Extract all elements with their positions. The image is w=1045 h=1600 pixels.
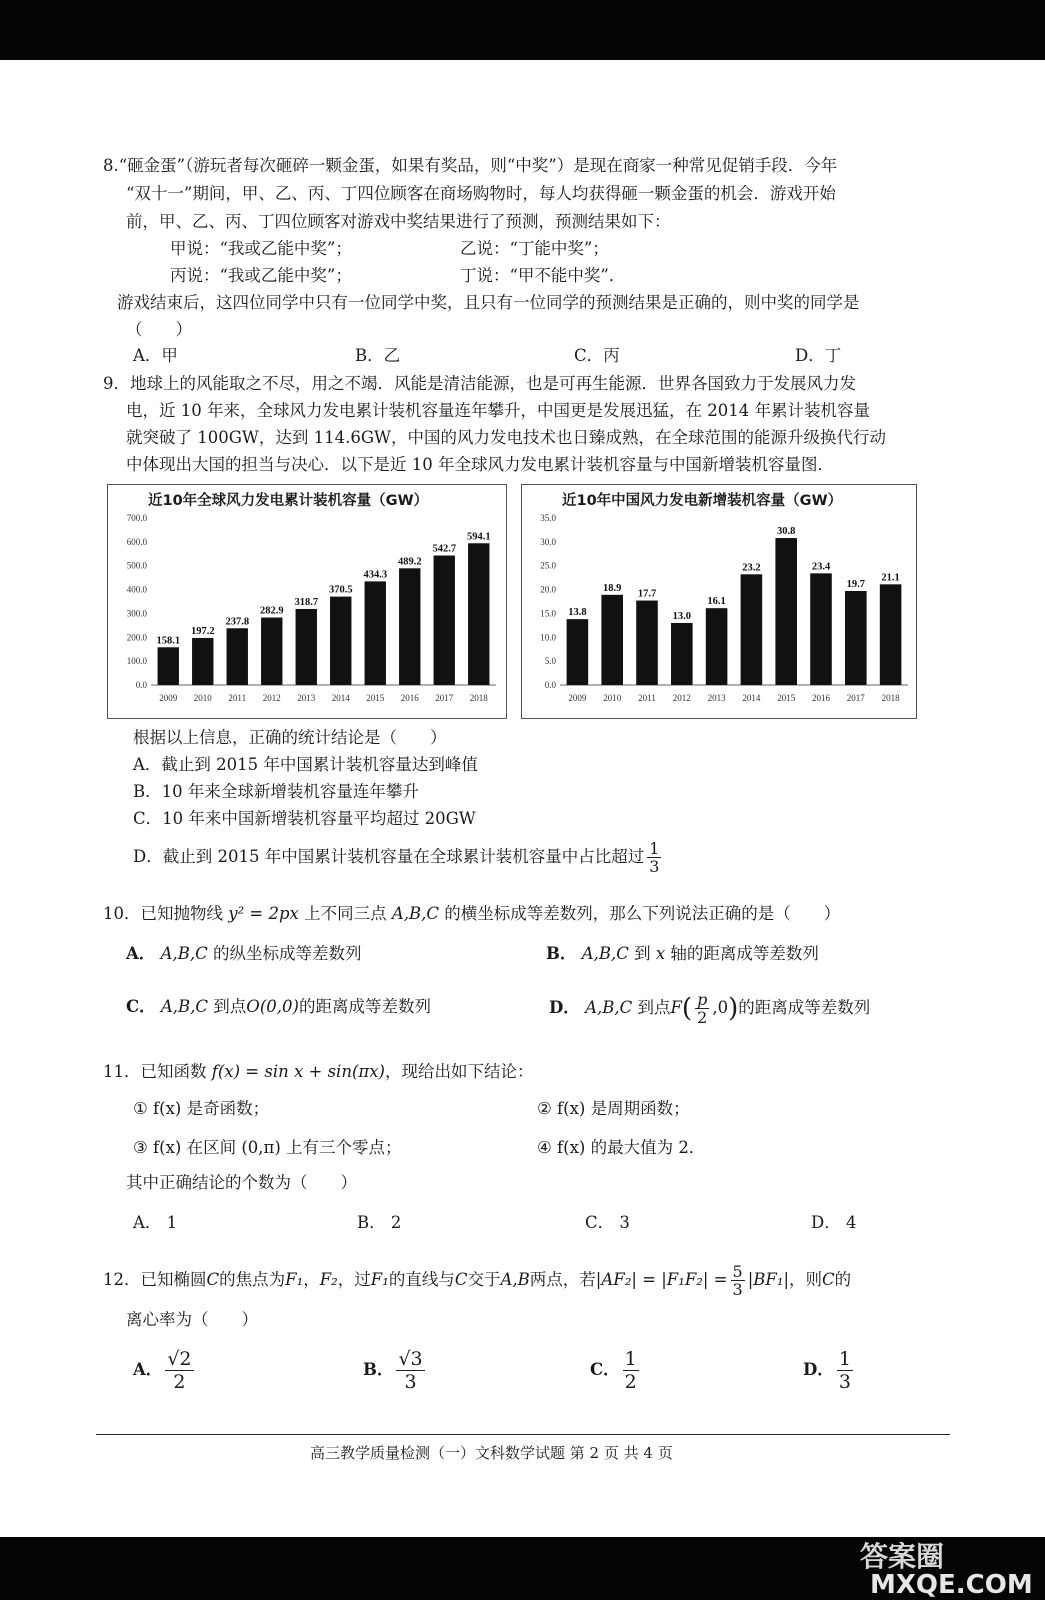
q10-b-points: A,B,C — [581, 944, 629, 963]
q12-AB: A,B — [500, 1270, 530, 1289]
q12-stem — [103, 1258, 851, 1302]
q10-d-tail: ,0 — [712, 998, 729, 1017]
data-label: 158.1 — [156, 635, 181, 647]
q10-c-text: 到点 — [213, 997, 247, 1016]
data-label: 18.9 — [603, 582, 622, 594]
q9-line1: 9．地球上的风能取之不尽，用之不竭．风能是清洁能源，也是可再生能源．世界各国致力于发展风力发 — [103, 374, 856, 393]
bar — [192, 638, 213, 685]
y-tick-label: 20.0 — [540, 584, 556, 595]
fraction-numerator: 1 — [838, 1348, 851, 1370]
q8-line6: 游戏结束后，这四位同学中只有一位同学中奖，且只有一位同学的预测结果是正确的，则中奖的同学是 — [117, 293, 860, 312]
fraction-numerator: √2 — [167, 1348, 192, 1370]
q10-stem-a: 10．已知抛物线 — [103, 904, 223, 923]
q11-question: 其中正确结论的个数为（ ） — [126, 1173, 357, 1192]
bar — [880, 584, 902, 685]
q11-option-b: B． 2 — [357, 1213, 402, 1232]
x-tick-label: 2014 — [331, 693, 350, 703]
fraction-denominator: 2 — [624, 1371, 637, 1393]
q10-option-b — [546, 943, 819, 965]
data-label: 21.1 — [881, 572, 900, 584]
data-label: 17.7 — [637, 588, 657, 600]
bar — [636, 601, 658, 685]
page-footer: 高三教学质量检测（一）文科数学试题 第 2 页 共 4 页 — [310, 1444, 673, 1462]
q8-option-a: A．甲 — [133, 346, 178, 365]
bar — [261, 618, 282, 685]
q11-conclusion-3: ③ f(x) 在区间 (0,π) 上有三个零点； — [133, 1138, 402, 1157]
bar — [845, 591, 867, 685]
q9-line4: 中体现出大国的担当与决心．以下是近 10 年全球风力发电累计装机容量与中国新增装机容量图． — [126, 455, 834, 474]
bar — [741, 574, 763, 685]
data-label: 542.7 — [432, 543, 457, 555]
q11-conclusion-2: ② f(x) 是周期函数； — [537, 1099, 690, 1118]
fraction-numerator: √3 — [398, 1348, 423, 1370]
y-tick-label: 35.0 — [540, 513, 556, 523]
x-tick-label: 2016 — [400, 693, 419, 703]
data-label: 16.1 — [707, 596, 726, 608]
footer-divider — [96, 1434, 950, 1435]
q10-d-F: F — [670, 998, 682, 1017]
global-capacity-chart — [107, 484, 507, 719]
q10-c-text2: 的距离成等差数列 — [298, 997, 431, 1016]
x-tick-label: 2009 — [568, 693, 587, 703]
y-tick-label: 0.0 — [544, 680, 556, 690]
y-tick-label: 25.0 — [540, 560, 556, 571]
x-tick-label: 2017 — [435, 693, 454, 703]
q9-line2: 电，近 10 年来，全球风力发电累计装机容量连年攀升，中国更是发展迅猛，在 2014 年累计装机容量 — [126, 401, 870, 420]
y-tick-label: 700.0 — [126, 513, 147, 523]
chart1-title: 近10年全球风力发电累计装机容量（GW） — [148, 493, 429, 509]
q8-bing: 丙说：“我或乙能中奖”； — [170, 266, 352, 285]
q8-line2: “双十一”期间，甲、乙、丙、丁四位顾客在商场购物时，每人均获得砸一颗金蛋的机会．游戏开始 — [126, 184, 836, 203]
q12-stem-a: 12．已知椭圆 — [103, 1270, 207, 1289]
q9-option-c: C．10 年来中国新增装机容量平均超过 20GW — [133, 809, 476, 828]
data-label: 13.0 — [672, 610, 691, 622]
q11-stem-a: 11．已知函数 — [103, 1062, 207, 1081]
q12-eq-a: |AF₂| = |F₁F₂| = — [595, 1270, 728, 1289]
q12-C-c: C — [822, 1270, 835, 1289]
q12-sep: ， — [303, 1270, 320, 1289]
q10-c-points: A,B,C — [160, 997, 209, 1016]
q12-d-label: D． — [803, 1360, 834, 1379]
fraction-numerator: 1 — [624, 1348, 637, 1370]
q12-a-fraction — [165, 1348, 193, 1393]
x-tick-label: 2010 — [193, 693, 212, 703]
q12-eq-b: |BF₁| — [747, 1270, 790, 1289]
q10-points: A,B,C — [391, 904, 440, 923]
q11-option-c: C． 3 — [585, 1213, 630, 1232]
q10-d-fraction — [695, 991, 709, 1026]
q12-stem-h: 的 — [834, 1270, 852, 1289]
y-tick-label: 5.0 — [544, 656, 556, 667]
data-label: 13.8 — [568, 607, 587, 619]
q12-eq-fraction — [731, 1263, 745, 1298]
bar — [775, 538, 797, 685]
q12-C: C — [206, 1270, 220, 1289]
fraction-denominator: 2 — [173, 1371, 186, 1393]
fraction-numerator: p — [697, 990, 708, 1009]
data-label: 23.4 — [811, 561, 831, 573]
q9-option-a: A．截止到 2015 年中国累计装机容量达到峰值 — [133, 755, 478, 774]
q10-option-a — [126, 943, 361, 965]
q10-stem — [103, 903, 840, 925]
bar — [671, 623, 693, 685]
x-tick-label: 2018 — [881, 693, 900, 703]
q8-ding: 丁说：“甲不能中奖”． — [460, 266, 626, 285]
watermark-logo: 答案圈 — [860, 1540, 945, 1573]
q10-option-d — [549, 988, 870, 1029]
china-new-capacity-chart — [521, 484, 917, 719]
q10-d-text: 到点 — [637, 998, 671, 1017]
q8-jia: 甲说：“我或乙能中奖”； — [170, 239, 352, 258]
y-tick-label: 500.0 — [126, 560, 147, 571]
data-label: 594.1 — [466, 531, 491, 543]
q8-paren: （ ） — [126, 320, 192, 339]
q8-yi: 乙说：“丁能中奖”； — [460, 239, 609, 258]
y-tick-label: 15.0 — [540, 608, 556, 619]
y-tick-label: 400.0 — [126, 584, 147, 595]
watermark-url: MXQE.COM — [870, 1570, 1033, 1600]
x-tick-label: 2010 — [603, 693, 622, 703]
q12-c-fraction — [623, 1348, 639, 1393]
bar — [330, 597, 351, 685]
q12-a-label: A． — [133, 1360, 163, 1379]
q10-stem-c: 的横坐标成等差数列，那么下列说法正确的是（ ） — [444, 904, 841, 923]
q8-line1: 8.“砸金蛋”（游玩者每次砸碎一颗金蛋，如果有奖品，则“中奖”）是现在商家一种常见促销手段．今年 — [103, 156, 838, 175]
x-tick-label: 2011 — [638, 693, 656, 703]
q12-F1-b: F₁ — [370, 1270, 389, 1289]
q11-option-d: D． 4 — [811, 1213, 857, 1232]
q8-option-b: B．乙 — [355, 346, 401, 365]
x-tick-label: 2012 — [262, 693, 281, 703]
x-tick-label: 2014 — [742, 693, 761, 703]
q11-option-a: A． 1 — [133, 1213, 178, 1232]
q12-stem-e: 交于 — [467, 1270, 501, 1289]
q10-d-label: D． — [549, 998, 580, 1017]
x-tick-label: 2012 — [672, 693, 691, 703]
q8-option-c: C．丙 — [574, 346, 620, 365]
x-tick-label: 2015 — [777, 693, 796, 703]
q12-F2: F₂ — [319, 1270, 338, 1289]
data-label: 434.3 — [363, 569, 388, 581]
bar — [567, 619, 589, 685]
q12-option-d — [803, 1345, 856, 1395]
x-tick-label: 2015 — [366, 693, 385, 703]
q10-b-text2: 轴的距离成等差数列 — [670, 944, 819, 963]
bar — [296, 609, 317, 685]
q9-line3: 就突破了 100GW，达到 114.6GW，中国的风力发电技术也日臻成熟，在全球范围的能源升级换代行动 — [126, 428, 886, 447]
data-label: 23.2 — [742, 562, 761, 574]
y-tick-label: 300.0 — [126, 608, 147, 619]
chart2-title: 近10年中国风力发电新增装机容量（GW） — [562, 493, 843, 509]
x-tick-label: 2009 — [159, 693, 178, 703]
q10-d-points: A,B,C — [585, 998, 633, 1017]
fraction-denominator: 3 — [838, 1371, 851, 1393]
q11-conclusion-4: ④ f(x) 的最大值为 2． — [537, 1138, 706, 1157]
q9-option-b: B．10 年来全球新增装机容量连年攀升 — [133, 782, 419, 801]
q10-c-point: O(0,0) — [246, 997, 299, 1016]
bar — [810, 573, 832, 685]
x-tick-label: 2013 — [297, 693, 316, 703]
x-tick-label: 2013 — [707, 693, 726, 703]
y-tick-label: 100.0 — [126, 656, 147, 667]
q8-line3: 前，甲、乙、丙、丁四位顾客对游戏中奖结果进行了预测，预测结果如下： — [126, 212, 671, 231]
q11-function: f(x) = sin x + sin(πx) — [211, 1062, 385, 1081]
q12-stem-b: 的焦点为 — [219, 1270, 286, 1289]
q10-equation: y² = 2px — [228, 904, 299, 923]
data-label: 489.2 — [397, 556, 422, 568]
y-tick-label: 10.0 — [540, 632, 556, 643]
q12-C-b: C — [454, 1270, 468, 1289]
data-label: 19.7 — [846, 579, 865, 591]
fraction-denominator: 3 — [732, 1280, 743, 1299]
q8-option-d: D．丁 — [795, 346, 842, 365]
x-tick-label: 2017 — [846, 693, 865, 703]
q9-question: 根据以上信息，正确的统计结论是（ ） — [133, 728, 447, 747]
q10-d-rparen: ) — [728, 993, 739, 1024]
bar — [365, 581, 386, 685]
q12-F1: F₁ — [285, 1270, 304, 1289]
q10-a-label: A． — [126, 944, 156, 963]
data-label: 30.8 — [777, 526, 796, 538]
q12-option-c — [590, 1345, 642, 1395]
q11-stem-b: ，现给出如下结论： — [384, 1062, 534, 1081]
q12-option-a — [133, 1345, 197, 1395]
q12-b-label: B． — [363, 1360, 394, 1379]
x-tick-label: 2018 — [469, 693, 488, 703]
y-tick-label: 0.0 — [135, 680, 147, 690]
q9-option-d — [133, 840, 664, 875]
fraction-denominator: 2 — [697, 1008, 708, 1027]
q12-stem-g: ，则 — [789, 1270, 823, 1289]
q12-option-b — [363, 1345, 428, 1395]
bar — [399, 568, 420, 685]
bar — [434, 556, 455, 685]
top-black-bar — [0, 0, 1045, 60]
data-label: 318.7 — [294, 596, 319, 608]
bar — [468, 543, 489, 685]
q12-stem-d: 的直线与 — [388, 1270, 455, 1289]
data-label: 197.2 — [190, 625, 215, 637]
q12-line2: 离心率为（ ） — [126, 1310, 258, 1329]
q10-b-label: B． — [546, 944, 577, 963]
q9-option-d-fraction — [647, 840, 661, 875]
q9-option-d-text: D．截止到 2015 年中国累计装机容量在全球累计装机容量中占比超过 — [133, 847, 645, 866]
fraction-numerator: 1 — [649, 839, 660, 858]
q10-stem-b: 上不同三点 — [304, 904, 387, 923]
q11-conclusion-1: ① f(x) 是奇函数； — [133, 1099, 270, 1118]
chart1-svg — [108, 485, 506, 718]
q10-a-points: A,B,C — [160, 944, 208, 963]
q12-d-fraction — [837, 1348, 853, 1393]
y-tick-label: 200.0 — [126, 632, 147, 643]
y-tick-label: 30.0 — [540, 536, 556, 547]
q10-d-text2: 的距离成等差数列 — [738, 998, 871, 1017]
q10-c-label: C． — [126, 997, 156, 1016]
data-label: 237.8 — [225, 616, 250, 628]
x-tick-label: 2011 — [228, 693, 247, 703]
q10-d-lparen: ( — [681, 993, 693, 1024]
fraction-numerator: 5 — [732, 1262, 743, 1281]
q12-b-fraction — [396, 1348, 424, 1393]
q10-b-x: x — [655, 944, 666, 963]
q10-b-text: 到 — [634, 944, 651, 963]
q10-a-text: 的纵坐标成等差数列 — [212, 944, 362, 963]
y-tick-label: 600.0 — [126, 536, 147, 547]
bar — [158, 647, 179, 685]
x-tick-label: 2016 — [812, 693, 830, 703]
bar — [706, 608, 728, 685]
q12-c-label: C． — [590, 1360, 620, 1379]
q10-option-c — [126, 996, 431, 1018]
data-label: 370.5 — [328, 584, 353, 596]
q12-stem-c: ，过 — [337, 1270, 371, 1289]
q11-stem — [103, 1061, 533, 1083]
data-label: 282.9 — [259, 605, 284, 617]
bar — [227, 628, 248, 685]
fraction-denominator: 3 — [404, 1371, 417, 1393]
bar — [601, 595, 623, 685]
q12-stem-f: 两点，若 — [529, 1270, 596, 1289]
fraction-denominator: 3 — [649, 857, 660, 876]
chart2-svg — [522, 485, 916, 718]
